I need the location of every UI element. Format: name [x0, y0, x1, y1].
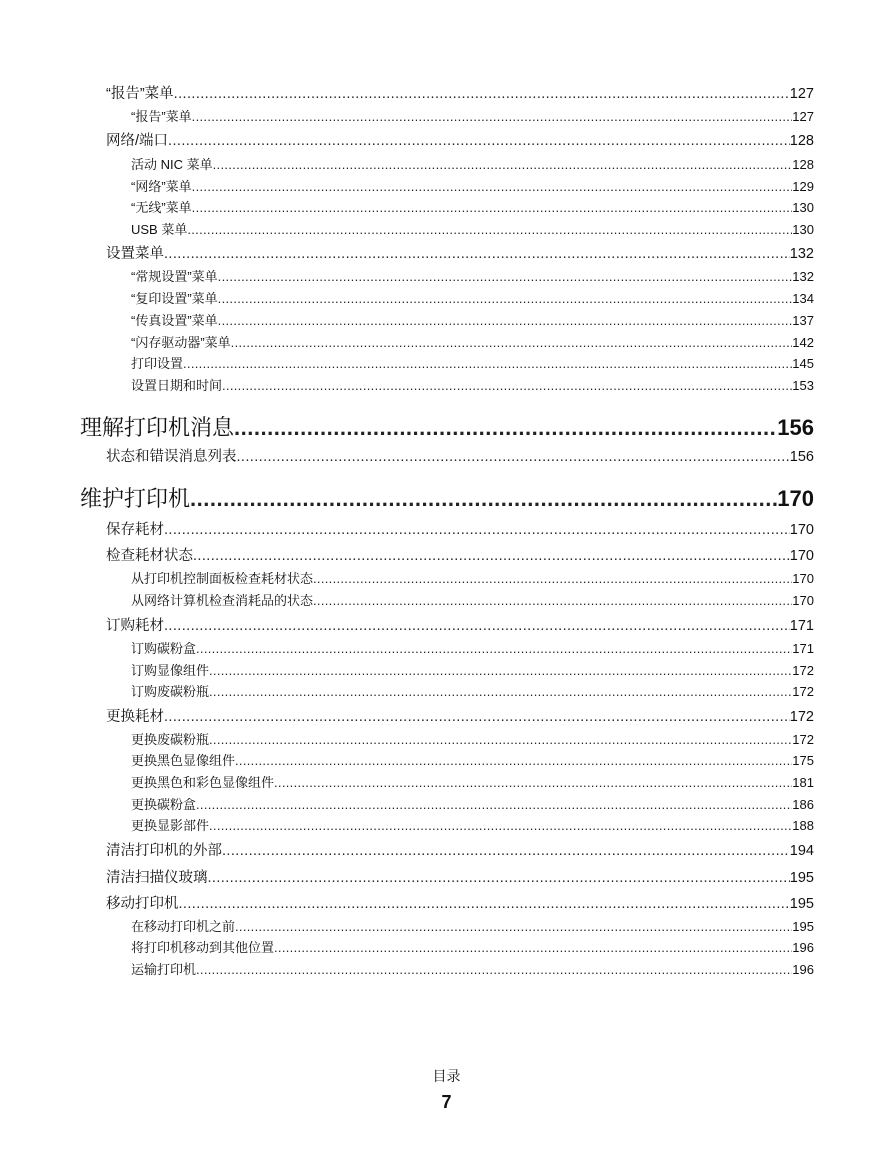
- toc-entry-title: 订购耗材: [106, 618, 164, 634]
- toc-entry[interactable]: [131, 355, 814, 372]
- toc-entry-title: 从打印机控制面板检查耗材状态: [131, 571, 314, 586]
- toc-entry-title: 订购显像组件: [131, 663, 210, 678]
- dot-leader: [234, 414, 777, 442]
- toc-entry[interactable]: [131, 221, 814, 238]
- toc-entry[interactable]: [131, 774, 814, 791]
- toc-entry[interactable]: [106, 842, 814, 861]
- toc-entry-title: “传真设置”菜单: [131, 313, 218, 328]
- toc-entry-page-number: 153: [792, 378, 814, 393]
- toc-entry-title: 更换碳粉盒: [131, 797, 197, 812]
- toc-entry-page-number: 170: [777, 486, 814, 511]
- footer-section-label: 目录: [432, 1068, 461, 1084]
- toc-entry-title: 清洁打印机的外部: [106, 843, 222, 859]
- dot-leader: [218, 268, 793, 285]
- toc-entry[interactable]: [131, 334, 814, 351]
- toc-entry-title: “常规设置”菜单: [131, 269, 218, 284]
- toc-entry-page-number: 196: [792, 940, 814, 955]
- toc-entry[interactable]: [131, 683, 814, 700]
- toc-entry-page-number: 196: [792, 962, 814, 977]
- dot-leader: [190, 485, 777, 513]
- toc-entry-title: 更换黑色显像组件: [131, 753, 236, 768]
- dot-leader: [164, 245, 790, 264]
- toc-entry-page-number: 130: [792, 200, 814, 215]
- toc-entry-title: 设置菜单: [106, 246, 164, 262]
- toc-entry[interactable]: [106, 869, 814, 888]
- toc-entry[interactable]: [106, 521, 814, 540]
- toc-entry-title: 运输打印机: [131, 962, 197, 977]
- toc-entry-page-number: 128: [789, 133, 814, 149]
- toc-entry[interactable]: [106, 547, 814, 566]
- toc-entry[interactable]: [80, 414, 814, 442]
- dot-leader: [192, 199, 793, 216]
- toc-entry-title: 打印设置: [131, 356, 184, 371]
- toc-entry[interactable]: [131, 752, 814, 769]
- dot-leader: [196, 796, 792, 813]
- toc-entry-title: “网络”菜单: [131, 179, 192, 194]
- toc-entry-page-number: 195: [789, 870, 814, 886]
- toc-entry-page-number: 170: [789, 548, 814, 564]
- toc-entry[interactable]: [131, 731, 814, 748]
- dot-leader: [192, 178, 793, 195]
- toc-entry-page-number: 132: [789, 246, 814, 262]
- toc-entry-title: 更换显影部件: [131, 818, 210, 833]
- toc-entry-page-number: 142: [792, 335, 814, 350]
- toc-entry[interactable]: [131, 918, 814, 935]
- dot-leader: [209, 662, 792, 679]
- toc-entry-page-number: 170: [792, 571, 814, 586]
- dot-leader: [208, 869, 790, 888]
- dot-leader: [209, 817, 792, 834]
- toc-entry-title: 活动 NIC 菜单: [131, 157, 213, 172]
- toc-entry-page-number: 145: [792, 356, 814, 371]
- toc-entry-title: 状态和错误消息列表: [106, 449, 237, 465]
- toc-entry-title: USB 菜单: [131, 222, 188, 237]
- toc-entry-title: 检查耗材状态: [106, 548, 193, 564]
- dot-leader: [168, 132, 790, 151]
- toc-entry-title: “无线”菜单: [131, 200, 192, 215]
- toc-entry[interactable]: [131, 377, 814, 394]
- toc-entry[interactable]: [131, 961, 814, 978]
- toc-entry-title: 在移动打印机之前: [131, 919, 236, 934]
- dot-leader: [196, 640, 792, 657]
- toc-entry-title: 更换废碳粉瓶: [131, 732, 210, 747]
- toc-entry-title: 网络/端口: [106, 133, 169, 149]
- dot-leader: [164, 521, 790, 540]
- dot-leader: [164, 617, 790, 636]
- toc-entry-page-number: 172: [789, 709, 814, 725]
- toc-entry[interactable]: [131, 290, 814, 307]
- dot-leader: [218, 312, 793, 329]
- dot-leader: [235, 918, 792, 935]
- toc-entry[interactable]: [106, 895, 814, 914]
- toc-entry-page-number: 172: [792, 663, 814, 678]
- toc-entry-page-number: 170: [789, 522, 814, 538]
- dot-leader: [274, 774, 792, 791]
- toc-entry-title: 理解打印机消息: [80, 415, 235, 440]
- toc-entry-title: 更换黑色和彩色显像组件: [131, 775, 275, 790]
- toc-entry[interactable]: [80, 485, 814, 513]
- toc-entry-page-number: 156: [777, 415, 814, 440]
- dot-leader: [222, 377, 792, 394]
- footer-page-number: 7: [441, 1092, 452, 1112]
- dot-leader: [313, 570, 792, 587]
- dot-leader: [193, 547, 790, 566]
- toc-entry-page-number: 134: [792, 291, 814, 306]
- toc-entry[interactable]: [131, 199, 814, 216]
- dot-leader: [179, 895, 790, 914]
- toc-entry[interactable]: [131, 817, 814, 834]
- toc-entry-page-number: 181: [792, 775, 814, 790]
- dot-leader: [209, 731, 792, 748]
- toc-entry[interactable]: [131, 156, 814, 173]
- dot-leader: [237, 448, 790, 467]
- dot-leader: [209, 683, 792, 700]
- toc-entry-page-number: 186: [792, 797, 814, 812]
- toc-entry-page-number: 127: [789, 86, 814, 102]
- toc-entry[interactable]: [131, 108, 814, 125]
- toc-entry-page-number: 127: [792, 109, 814, 124]
- toc-entry-title: 移动打印机: [106, 896, 179, 912]
- toc-entry-page-number: 171: [792, 641, 814, 656]
- dot-leader: [218, 290, 793, 307]
- toc-entry-page-number: 156: [789, 449, 814, 465]
- toc-entry-title: “报告”菜单: [106, 86, 174, 102]
- toc-entry-title: 从网络计算机检查消耗品的状态: [131, 593, 314, 608]
- dot-leader: [164, 708, 790, 727]
- toc-entry-title: 将打印机移动到其他位置: [131, 940, 275, 955]
- dot-leader: [213, 156, 793, 173]
- toc-entry[interactable]: [131, 268, 814, 285]
- dot-leader: [183, 355, 792, 372]
- dot-leader: [174, 85, 790, 104]
- toc-entry-page-number: 170: [792, 593, 814, 608]
- toc-entry[interactable]: [131, 592, 814, 609]
- toc-entry-page-number: 171: [789, 618, 814, 634]
- dot-leader: [187, 221, 792, 238]
- toc-entry-page-number: 132: [792, 269, 814, 284]
- dot-leader: [274, 939, 792, 956]
- toc-entry[interactable]: [106, 245, 814, 264]
- toc-entry[interactable]: [106, 708, 814, 727]
- toc-entry[interactable]: [131, 640, 814, 657]
- toc-entry-page-number: 195: [789, 896, 814, 912]
- toc-entry[interactable]: [106, 132, 814, 151]
- toc-entry[interactable]: [131, 662, 814, 679]
- dot-leader: [192, 108, 793, 125]
- dot-leader: [313, 592, 792, 609]
- toc-entry-page-number: 172: [792, 732, 814, 747]
- toc-entry[interactable]: [106, 448, 814, 467]
- dot-leader: [231, 334, 793, 351]
- dot-leader: [235, 752, 792, 769]
- toc-entry[interactable]: [131, 939, 814, 956]
- toc-entry-page-number: 137: [792, 313, 814, 328]
- toc-entry[interactable]: [131, 178, 814, 195]
- dot-leader: [196, 961, 792, 978]
- toc-entry-title: 清洁扫描仪玻璃: [106, 870, 208, 886]
- dot-leader: [222, 842, 790, 861]
- toc-entry-page-number: 172: [792, 684, 814, 699]
- toc-entry[interactable]: [106, 617, 814, 636]
- toc-entry-title: “复印设置”菜单: [131, 291, 218, 306]
- toc-entry-page-number: 130: [792, 222, 814, 237]
- toc-entry-page-number: 129: [792, 179, 814, 194]
- toc-entry-title: “报告”菜单: [131, 109, 192, 124]
- toc-entry-title: 保存耗材: [106, 522, 164, 538]
- toc-entry[interactable]: [131, 312, 814, 329]
- toc-entry-title: 更换耗材: [106, 709, 164, 725]
- toc-entry[interactable]: [131, 796, 814, 813]
- toc-entry-title: 维护打印机: [80, 486, 191, 511]
- toc-entry-title: 订购碳粉盒: [131, 641, 197, 656]
- toc-entry-title: 订购废碳粉瓶: [131, 684, 210, 699]
- toc-entry-page-number: 128: [792, 157, 814, 172]
- toc-entry-page-number: 188: [792, 818, 814, 833]
- toc-entry-title: 设置日期和时间: [131, 378, 223, 393]
- toc-entry-title: “闪存驱动器”菜单: [131, 335, 231, 350]
- toc-entry[interactable]: [131, 570, 814, 587]
- toc-entry-page-number: 194: [789, 843, 814, 859]
- toc-entry-page-number: 195: [792, 919, 814, 934]
- toc-entry-page-number: 175: [792, 753, 814, 768]
- toc-entry[interactable]: [106, 85, 814, 104]
